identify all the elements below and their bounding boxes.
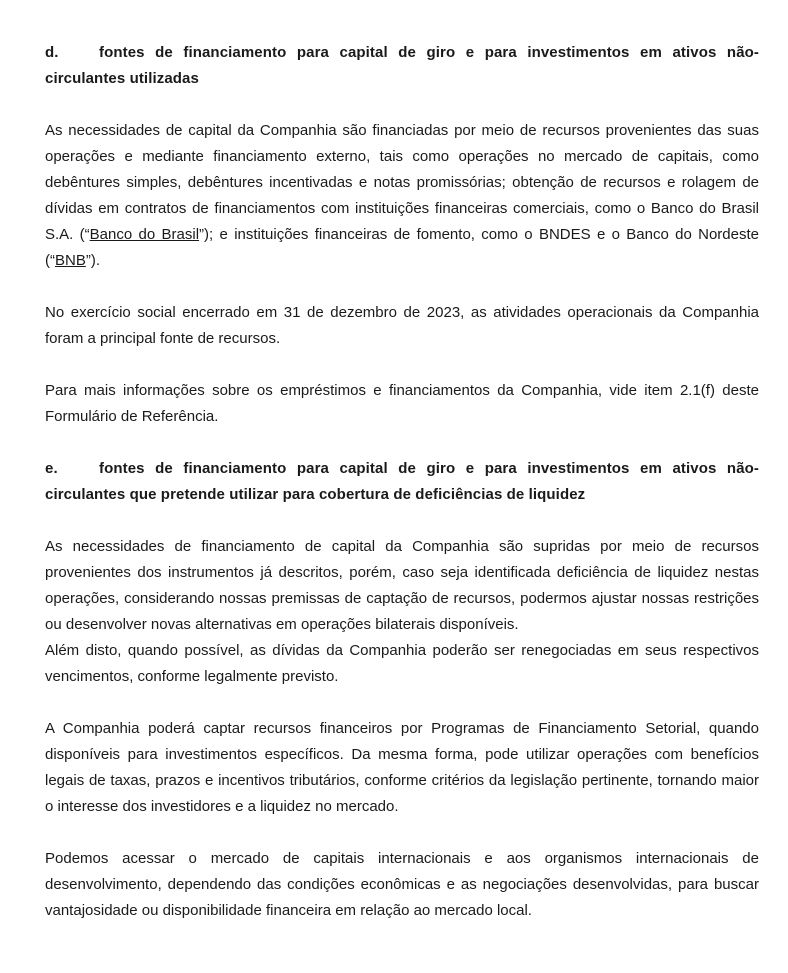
defined-term-banco-do-brasil: Banco do Brasil — [89, 226, 200, 243]
section-d-p1-text-a: As necessidades de capital da Companhia são financiadas por meio de recursos provenientes das suas operações e mediante financiamento externo, tais como operações no mercado de capitais, como debêntures simples, debêntures incentivadas e notas promissórias; obtenção de recursos e rolagem de dívidas em contratos de financiamentos com instituições financeiras comerciais, como o Banco do Brasil S.A. (“ — [45, 122, 759, 243]
section-e-letter: e. — [45, 460, 58, 477]
section-d-paragraph-2: No exercício social encerrado em 31 de dezembro de 2023, as atividades operacionais da Companhia foram a principal fonte de recursos. — [45, 304, 759, 347]
section-d-p1-text-c: ”). — [85, 252, 101, 269]
section-e-paragraph-1: As necessidades de financiamento de capital da Companhia são supridas por meio de recursos provenientes dos instrumentos já descritos, porém, caso seja identificada deficiência de liquidez nestas operações, considerando nossas premissas de captação de recursos, podermos ajustar nossas restrições ou desenvolver novas alternativas em operações bilaterais disponíveis. — [45, 538, 759, 633]
section-d-heading — [45, 40, 759, 92]
section-e-paragraph-4: Podemos acessar o mercado de capitais internacionais e aos organismos internacionais de desenvolvimento, dependendo das condições econômicas e as negociações desenvolvidas, para buscar vantajosidade ou disponibilidade financeira em relação ao mercado local. — [45, 850, 759, 919]
document-body — [45, 40, 759, 924]
defined-term-bnb: BNB — [55, 252, 86, 269]
section-d-p1-text-b: ”); e instituições financeiras de fomento, como o BNDES e o Banco do Nordeste (“ — [45, 226, 760, 269]
section-e-title: fontes de financiamento para capital de giro e para investimentos em ativos não-circulantes que pretende utilizar para cobertura de deficiências de liquidez — [45, 460, 759, 503]
section-d-paragraph-3: Para mais informações sobre os empréstimos e financiamentos da Companhia, vide item 2.1(f) deste Formulário de Referência. — [45, 382, 759, 425]
section-d-title: fontes de financiamento para capital de giro e para investimentos em ativos não-circulantes utilizadas — [45, 44, 759, 87]
section-e-paragraph-3: A Companhia poderá captar recursos financeiros por Programas de Financiamento Setorial, quando disponíveis para investimentos específicos. Da mesma forma, pode utilizar operações com benefícios legais de taxas, prazos e incentivos tributários, conforme critérios da legislação pertinente, tornando maior o interesse dos investidores e a liquidez no mercado. — [45, 720, 759, 815]
section-d-paragraph-1 — [45, 118, 759, 274]
section-e-heading — [45, 456, 759, 508]
section-d-letter: d. — [45, 44, 59, 61]
section-e-paragraph-2: Além disto, quando possível, as dívidas da Companhia poderão ser renegociadas em seus respectivos vencimentos, conforme legalmente previsto. — [45, 642, 759, 685]
